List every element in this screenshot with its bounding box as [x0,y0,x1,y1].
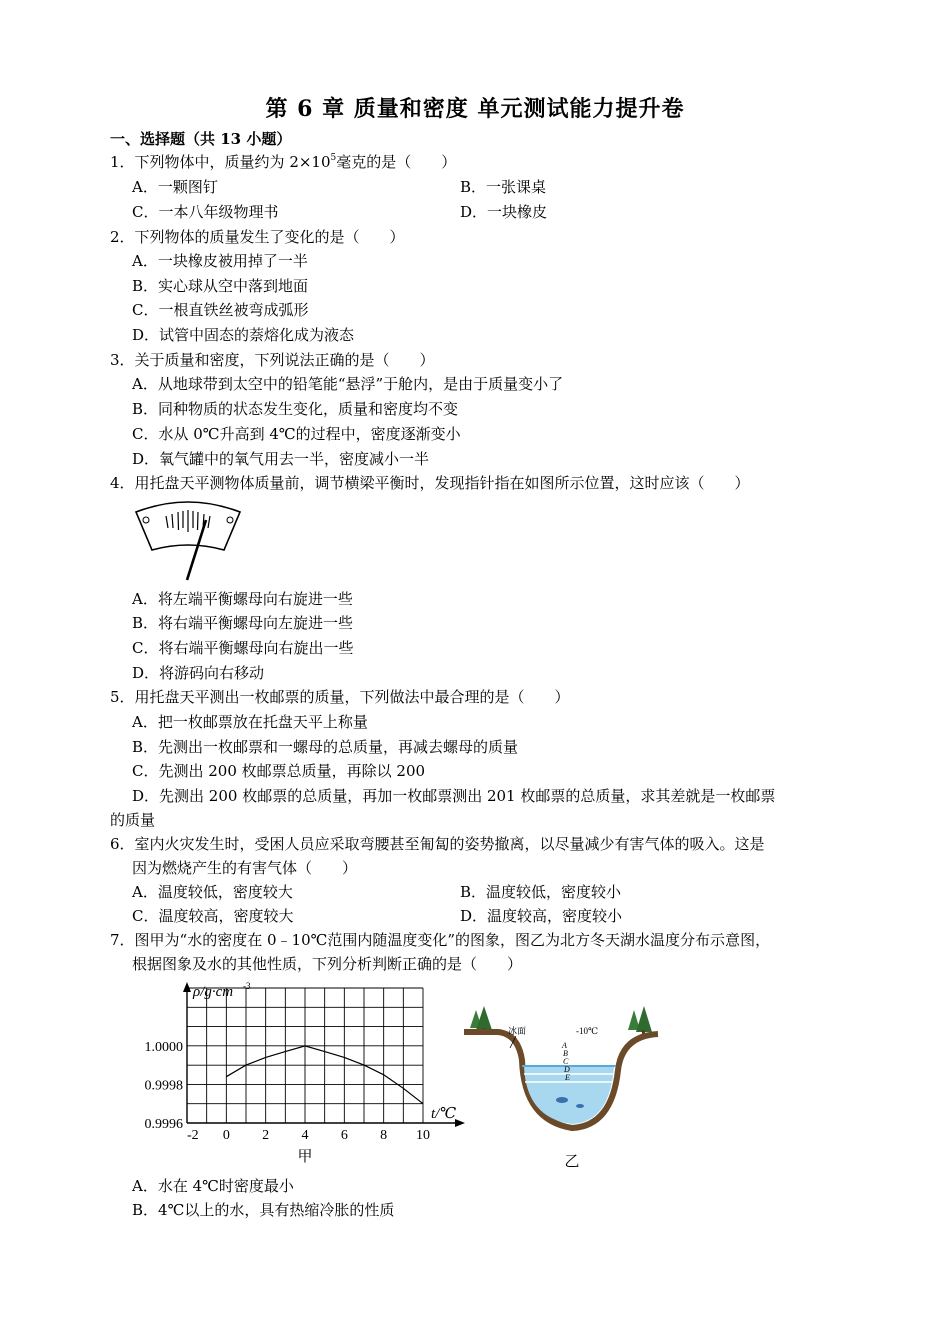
q7-option-a: A．水在 4℃时密度最小 [132,1177,294,1195]
question-7-stem: 7．图甲为“水的密度在 0﹣10℃范围内随温度变化”的图象，图乙为北方冬天湖水温度分布示意图， [110,931,771,949]
q5-option-b: B．先测出一枚邮票和一螺母的总质量，再减去螺母的质量 [132,738,519,756]
q4-option-b: B．将右端平衡螺母向左旋进一些 [132,614,354,632]
q1-option-b: B．一张课桌 [460,178,547,196]
y-tick-label: 1.0000 [144,1039,183,1055]
question-1-stem: 1．下列物体中，质量约为 $2\times 10^5$毫克的是（ ） [110,153,457,171]
x-tick-label: 2 [262,1128,270,1143]
q1-option-a: A．一颗图钉 [132,178,218,196]
left-trees-icon [470,1006,492,1032]
question-2-stem: 2．下列物体的质量发生了变化的是（ ） [110,228,405,246]
q2-option-b: B．实心球从空中落到地面 [132,277,309,295]
ice-label: 冰面 [508,1026,527,1036]
lake-temperature-diagram [462,1000,662,1170]
q2-option-c: C．一根直铁丝被弯成弧形 [132,301,309,319]
layer-label-c: C [563,1057,569,1066]
question-3-stem: 3．关于质量和密度，下列说法正确的是（ ） [110,351,435,369]
q4-option-c: C．将右端平衡螺母向右旋出一些 [132,639,354,657]
y-axis-label: ρ/g·cm [193,984,234,1000]
layer-label-a: A [562,1041,567,1050]
y-axis-label-exponent: -3 [243,981,251,991]
q2-option-a: A．一块橡皮被用掉了一半 [132,252,308,270]
question-6-stem-continued: 因为燃烧产生的有害气体（ ） [132,859,358,877]
q6-option-c: C．温度较高，密度较大 [132,907,294,925]
lake-caption: 乙 [564,1154,580,1170]
x-tick-label: 4 [301,1128,309,1143]
q2-option-d: D．试管中固态的萘熔化成为液态 [132,326,355,344]
x-tick-label: -2 [187,1128,199,1143]
y-tick-label: 0.9996 [144,1117,183,1132]
q4-option-a: A．将左端平衡螺母向右旋进一些 [132,590,353,608]
fish-icon-2 [576,1104,584,1108]
question-7-stem-continued: 根据图象及水的其他性质，下列分析判断正确的是（ ） [132,955,523,973]
balance-pointer [187,520,206,580]
right-trees-icon [628,1006,652,1034]
question-6-stem: 6．室内火灾发生时，受困人员应采取弯腰甚至匍匐的姿势撤离，以尽量减少有害气体的吸入。这是 [110,835,765,853]
q6-option-a: A．温度较低，密度较大 [132,883,293,901]
q5-option-d-continued: 的质量 [110,811,156,829]
density-temperature-chart [125,978,470,1168]
balance-pointer-figure [132,500,244,582]
q5-option-c: C．先测出 200 枚邮票总质量，再除以 200 [132,762,426,780]
q3-option-b: B．同种物质的状态发生变化，质量和密度均不变 [132,400,459,418]
chart-grid [187,988,423,1123]
x-tick-label: 0 [222,1128,230,1143]
x-axis-label: t/℃ [431,1106,457,1122]
q3-option-a: A．从地球带到太空中的铅笔能“悬浮”于舱内，是由于质量变小了 [132,375,564,393]
x-tick-label: 8 [380,1128,388,1143]
layer-label-e: E [565,1073,570,1082]
air-temperature-label: -10℃ [576,1026,599,1036]
section-heading: 一、选择题（共 13 小题） [110,130,292,148]
q4-option-d: D．将游码向右移动 [132,664,265,682]
right-screw-hole [227,517,233,523]
question-5-stem: 5．用托盘天平测出一枚邮票的质量，下列做法中最合理的是（ ） [110,688,570,706]
chart-caption: 甲 [297,1149,313,1165]
y-axis-arrow [183,982,191,992]
q6-option-b: B．温度较低，密度较小 [460,883,622,901]
q7-option-b: B．4℃以上的水，具有热缩冷胀的性质 [132,1201,395,1219]
q1-option-d: D．一块橡皮 [460,203,548,221]
page-title: 第 6 章 质量和密度 单元测试能力提升卷 [265,96,685,122]
layer-label-b: B [563,1049,568,1058]
q1-option-c: C．一本八年级物理书 [132,203,279,221]
q5-option-a: A．把一枚邮票放在托盘天平上称量 [132,713,368,731]
layer-label-d: D [564,1065,570,1074]
q5-option-d: D．先测出 200 枚邮票的总质量，再加一枚邮票测出 201 枚邮票的总质量，求其差就是一枚邮票 [132,787,776,805]
fish-icon [556,1097,568,1103]
y-tick-label: 0.9998 [144,1078,183,1094]
left-screw-hole [143,517,149,523]
x-tick-label: 6 [340,1128,348,1143]
question-4-stem: 4．用托盘天平测物体质量前，调节横梁平衡时，发现指针指在如图所示位置，这时应该（ ） [110,474,750,492]
q3-option-d: D．氧气罐中的氧气用去一半，密度减小一半 [132,450,430,468]
x-tick-label: 10 [416,1128,430,1143]
q3-option-c: C．水从 0℃升高到 4℃的过程中，密度逐渐变小 [132,425,461,443]
q6-option-d: D．温度较高，密度较小 [460,907,623,925]
